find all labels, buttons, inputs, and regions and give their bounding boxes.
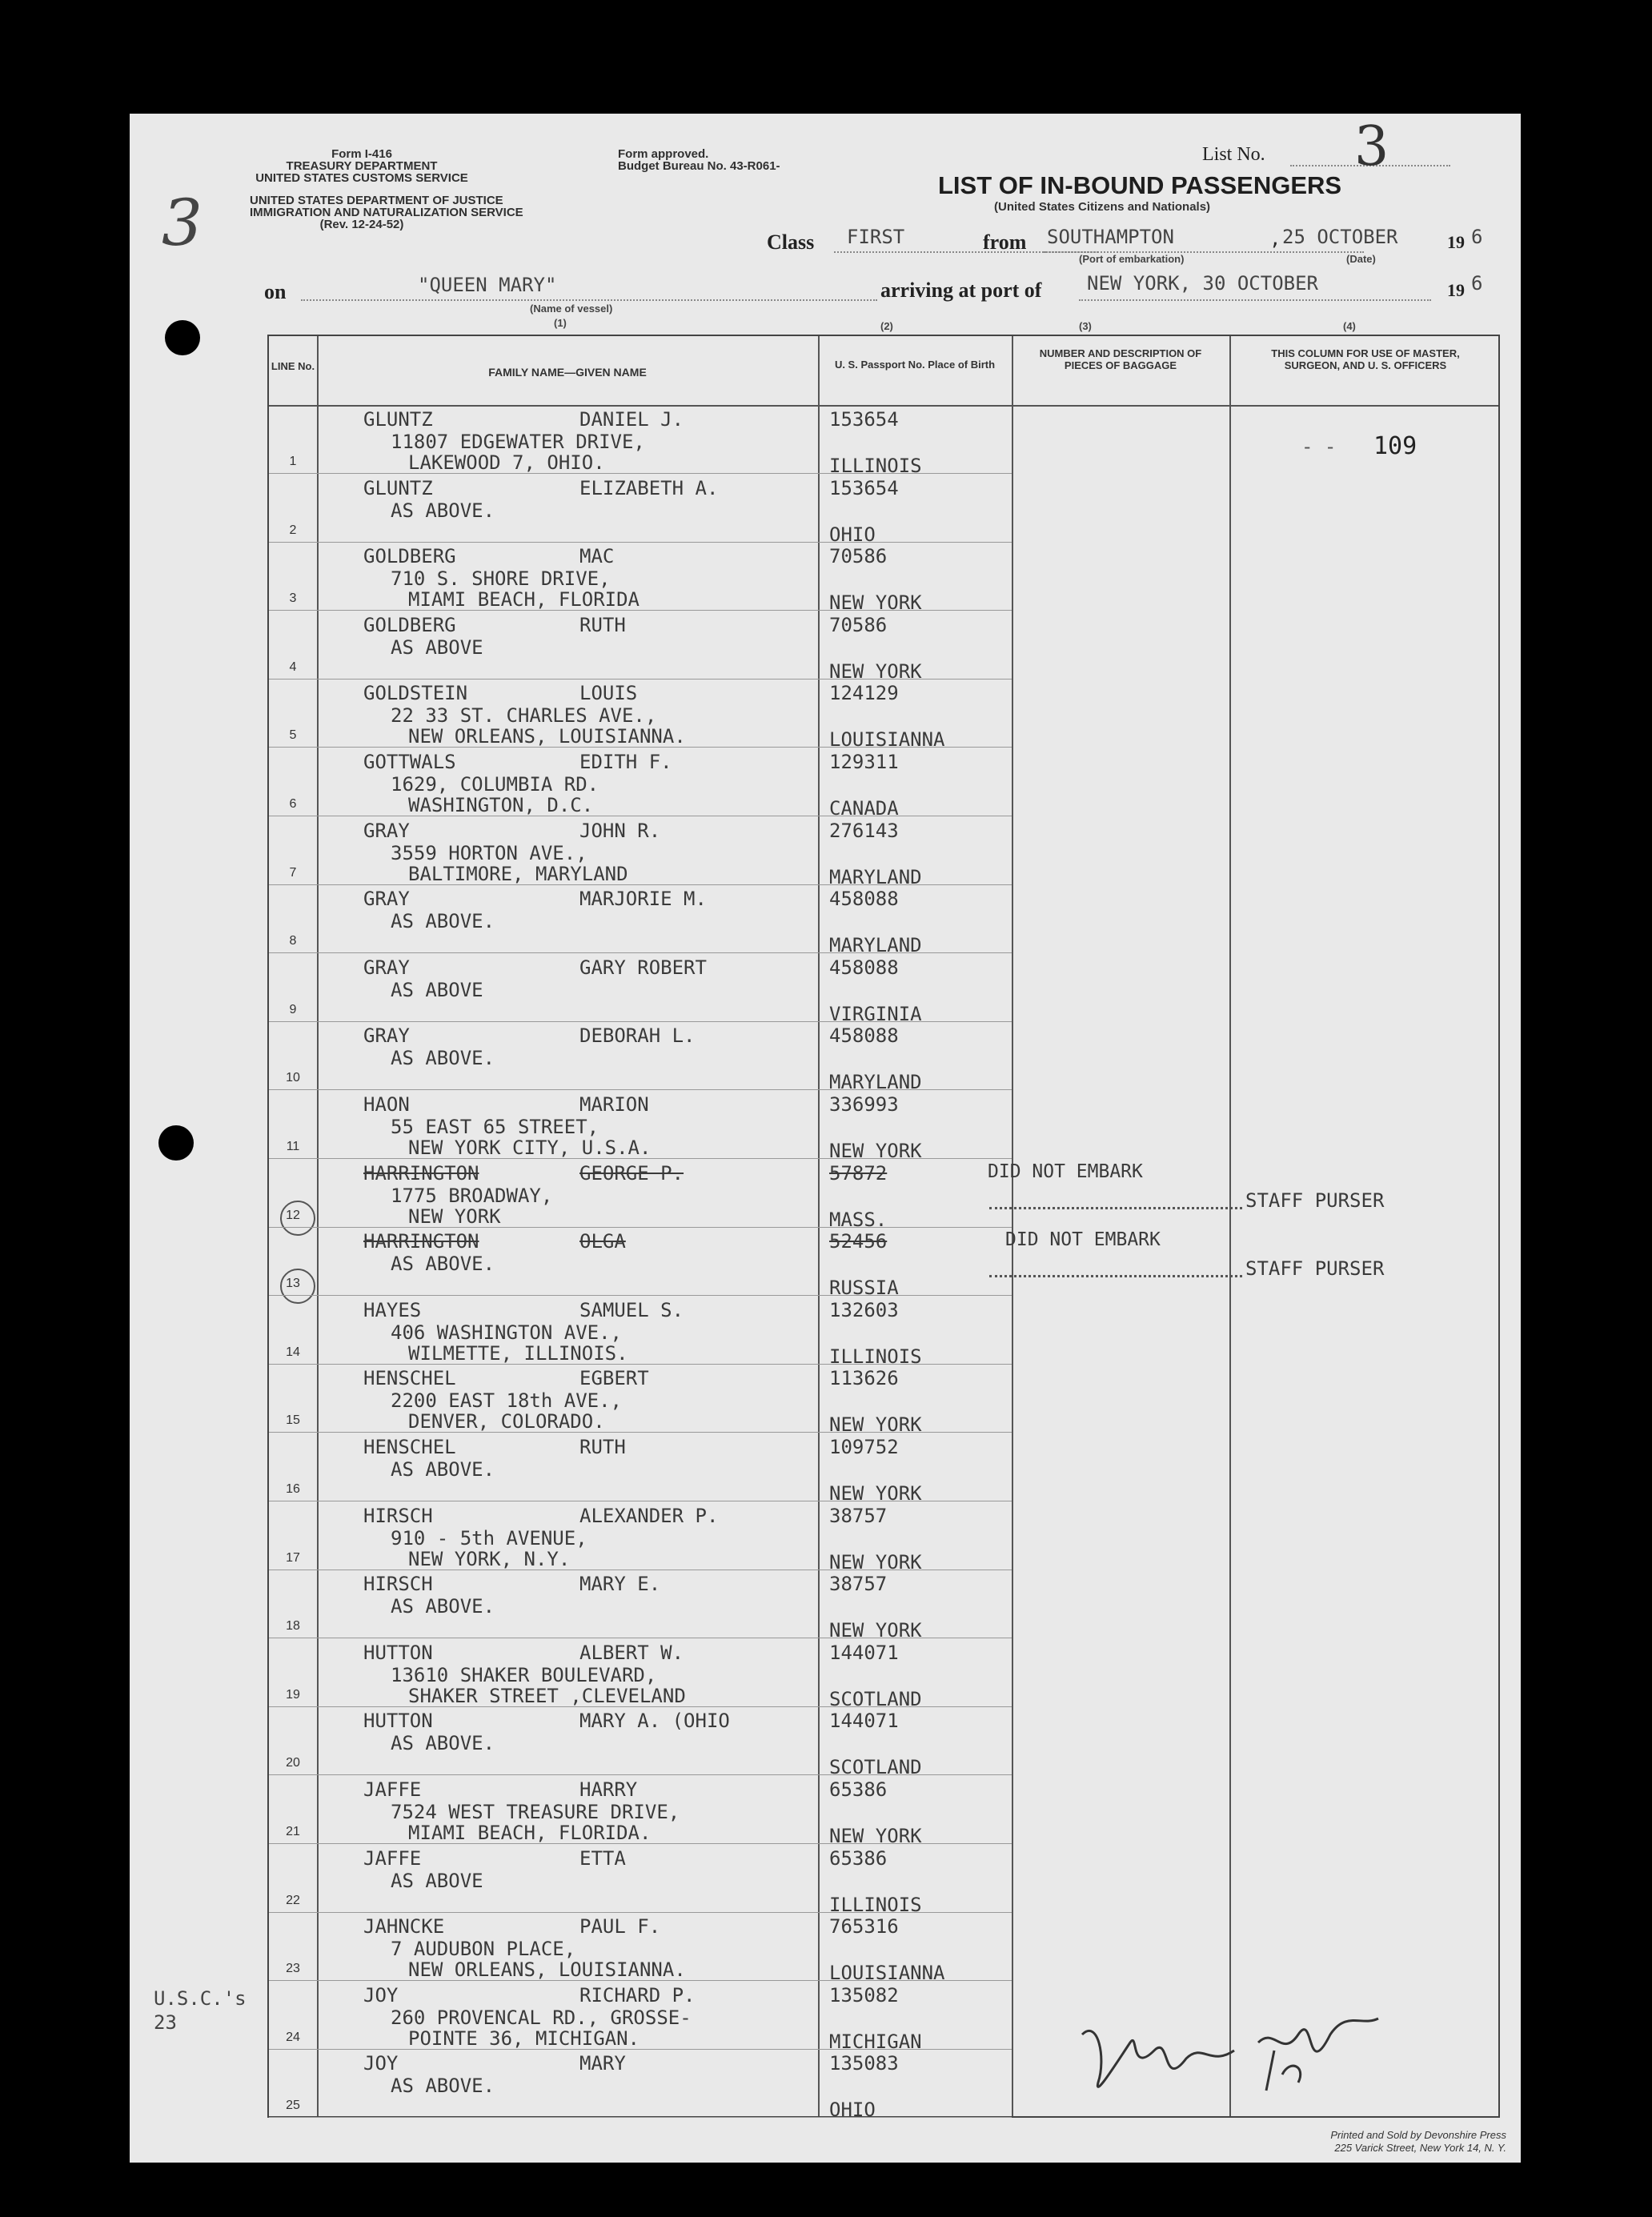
address-line-2: WILMETTE, ILLINOIS. xyxy=(408,1341,628,1365)
col-header-baggage: NUMBER AND DESCRIPTION OF PIECES OF BAGGAGE xyxy=(1039,347,1202,371)
place-of-birth: NEW YORK xyxy=(829,591,922,615)
given-name: EDITH F. xyxy=(579,751,672,773)
given-name: DANIEL J. xyxy=(579,408,684,431)
line-number: 22 xyxy=(286,1893,300,1907)
address-line-1: AS ABOVE. xyxy=(391,1047,495,1070)
family-name: HAYES xyxy=(363,1298,422,1321)
given-name: HARRY xyxy=(579,1778,638,1801)
line-number: 23 xyxy=(286,1962,300,1976)
family-name: JAFFE xyxy=(363,1846,422,1870)
family-name: GRAY xyxy=(363,1024,410,1048)
passenger-table xyxy=(267,335,1500,2122)
family-name: HARRINGTON xyxy=(363,1161,479,1185)
table-row xyxy=(269,474,1502,546)
address-line-1: AS ABOVE. xyxy=(391,1458,495,1481)
table-row xyxy=(269,1159,1502,1231)
col-header-name: FAMILY NAME—GIVEN NAME xyxy=(488,366,647,379)
family-name: HIRSCH xyxy=(363,1573,433,1596)
col-header-passport: U. S. Passport No. Place of Birth xyxy=(834,359,996,371)
line-number: 8 xyxy=(289,934,297,948)
place-of-birth: NEW YORK xyxy=(829,1413,922,1437)
passport-number: 135083 xyxy=(829,2052,899,2075)
line-number: 4 xyxy=(289,659,297,674)
address-line-1: AS ABOVE. xyxy=(391,1253,495,1276)
from-year-prefix: 19 xyxy=(1447,232,1465,252)
officer-dash: - - xyxy=(1301,435,1337,458)
place-of-birth: NEW YORK xyxy=(829,1825,922,1847)
arriving-label: arriving at port of xyxy=(880,279,1042,302)
passport-number: 38757 xyxy=(829,1573,888,1596)
passport-number: 52456 xyxy=(829,1230,888,1253)
given-name: PAUL F. xyxy=(579,1915,661,1938)
from-year-suffix: 6 xyxy=(1471,226,1483,248)
passport-number: 129311 xyxy=(829,751,899,773)
from-label: from xyxy=(983,231,1027,254)
passport-number: 70586 xyxy=(829,545,888,568)
given-name: OLGA xyxy=(579,1230,626,1253)
family-name: JOY xyxy=(363,1983,399,2007)
place-of-birth: CANADA xyxy=(829,797,899,820)
address-line-2: BALTIMORE, MARYLAND xyxy=(408,862,628,885)
passport-number: 458088 xyxy=(829,888,899,911)
signature-dots xyxy=(989,1261,1242,1277)
line-number: 16 xyxy=(286,1482,300,1496)
vessel-line xyxy=(301,299,877,301)
passport-number: 144071 xyxy=(829,1710,899,1733)
form-page xyxy=(130,114,1521,2163)
passport-number: 276143 xyxy=(829,819,899,842)
passport-number: 135082 xyxy=(829,1983,899,2007)
passport-number: 153654 xyxy=(829,476,899,499)
arriving-year-prefix: 19 xyxy=(1447,280,1465,300)
baggage-note: DID NOT EMBARK xyxy=(1005,1229,1161,1251)
passport-number: 65386 xyxy=(829,1846,888,1870)
address-line-1: 55 EAST 65 STREET, xyxy=(391,1116,599,1138)
line-number: 13 xyxy=(286,1277,300,1291)
address-line-1: 3559 HORTON AVE., xyxy=(391,841,587,864)
class-label: Class xyxy=(767,231,815,254)
passport-number: 458088 xyxy=(829,1024,899,1048)
address-line-1: 22 33 ST. CHARLES AVE., xyxy=(391,704,657,728)
vessel-caption: (Name of vessel) xyxy=(530,303,613,315)
address-line-1: 7524 WEST TREASURE DRIVE, xyxy=(391,1801,680,1823)
place-of-birth: ILLINOIS xyxy=(829,1893,922,1916)
passport-number: 124129 xyxy=(829,682,899,705)
passport-number: 336993 xyxy=(829,1093,899,1116)
footer-printer: Printed and Sold by Devonshire Press xyxy=(1330,2129,1506,2141)
line-number: 19 xyxy=(286,1687,300,1702)
line-number: 15 xyxy=(286,1413,300,1428)
family-name: HENSCHEL xyxy=(363,1436,456,1458)
margin-note: U.S.C.'s 23 xyxy=(154,1987,247,2034)
given-name: ELIZABETH A. xyxy=(579,476,719,499)
table-row xyxy=(269,1021,1502,1094)
address-line-2: NEW YORK xyxy=(408,1205,501,1228)
place-of-birth: LOUISIANNA xyxy=(829,1962,945,1985)
address-line-1: 260 PROVENCAL RD., GROSSE- xyxy=(391,2006,692,2029)
address-line-2: NEW ORLEANS, LOUISIANNA. xyxy=(408,725,686,748)
address-line-1: 13610 SHAKER BOULEVARD, xyxy=(391,1663,657,1686)
family-name: GRAY xyxy=(363,819,410,842)
officer-signature-note: STAFF PURSER xyxy=(1245,1257,1385,1281)
family-name: HARRINGTON xyxy=(363,1230,479,1253)
address-line-1: AS ABOVE. xyxy=(391,499,495,522)
ins: IMMIGRATION AND NATURALIZATION SERVICE xyxy=(250,206,523,219)
address-line-1: 7 AUDUBON PLACE, xyxy=(391,1938,576,1961)
arriving-line xyxy=(1079,299,1431,301)
given-name: MARY E. xyxy=(579,1573,661,1596)
table-row xyxy=(269,1638,1502,1710)
family-name: HIRSCH xyxy=(363,1504,433,1527)
customs-service: UNITED STATES CUSTOMS SERVICE xyxy=(255,171,468,185)
place-of-birth: NEW YORK xyxy=(829,1550,922,1574)
place-of-birth: NEW YORK xyxy=(829,1140,922,1162)
table-row xyxy=(269,1364,1502,1437)
list-no-label: List No. xyxy=(1202,144,1265,165)
given-name: EGBERT xyxy=(579,1367,649,1390)
given-name: MAC xyxy=(579,545,615,568)
line-number: 18 xyxy=(286,1619,300,1634)
passport-number: 113626 xyxy=(829,1367,899,1390)
address-line-1: AS ABOVE xyxy=(391,1869,483,1892)
family-name: GOLDSTEIN xyxy=(363,682,468,705)
family-name: GRAY xyxy=(363,888,410,911)
family-name: GLUNTZ xyxy=(363,408,433,431)
address-line-2: WASHINGTON, D.C. xyxy=(408,794,594,816)
given-name: ALBERT W. xyxy=(579,1641,684,1664)
handwritten-signature xyxy=(1074,1986,1410,2115)
col-header-officers: THIS COLUMN FOR USE OF MASTER, SURGEON, AND U. S. OFFICERS xyxy=(1271,347,1460,371)
passport-number: 132603 xyxy=(829,1298,899,1321)
address-line-2: NEW YORK CITY, U.S.A. xyxy=(408,1137,652,1159)
line-number: 24 xyxy=(286,2030,300,2044)
table-row xyxy=(269,1227,1502,1300)
address-line-1: AS ABOVE xyxy=(391,635,483,659)
place-of-birth: VIRGINIA xyxy=(829,1002,922,1025)
place-of-birth: OHIO xyxy=(829,523,876,546)
passport-number: 70586 xyxy=(829,613,888,636)
line-number: 1 xyxy=(289,455,297,468)
from-date: 25 OCTOBER xyxy=(1282,226,1398,248)
vessel-name: "QUEEN MARY" xyxy=(418,274,557,296)
passport-number: 144071 xyxy=(829,1641,899,1664)
given-name: MARION xyxy=(579,1093,649,1116)
family-name: JAHNCKE xyxy=(363,1915,445,1938)
family-name: GOLDBERG xyxy=(363,613,456,636)
address-line-1: AS ABOVE. xyxy=(391,1595,495,1618)
table-row xyxy=(269,1912,1502,1985)
address-line-1: 1775 BROADWAY, xyxy=(391,1184,553,1207)
passport-number: 765316 xyxy=(829,1915,899,1938)
table-row xyxy=(269,1433,1502,1505)
given-name: SAMUEL S. xyxy=(579,1298,684,1321)
line-number: 25 xyxy=(286,2099,300,2113)
family-name: GOTTWALS xyxy=(363,751,456,773)
vessel-col-no: (1) xyxy=(554,317,567,329)
passport-number: 38757 xyxy=(829,1504,888,1527)
table-row xyxy=(269,542,1502,615)
address-line-1: 11807 EDGEWATER DRIVE, xyxy=(391,431,645,453)
address-line-1: 910 - 5th AVENUE, xyxy=(391,1526,587,1549)
table-row xyxy=(269,884,1502,957)
table-row xyxy=(269,1501,1502,1574)
given-name: ETTA xyxy=(579,1846,626,1870)
place-of-birth: SCOTLAND xyxy=(829,1687,922,1710)
line-number: 9 xyxy=(289,1002,297,1016)
port-embark-caption: (Port of embarkation) xyxy=(1079,253,1185,265)
place-of-birth: MARYLAND xyxy=(829,1071,922,1094)
table-row xyxy=(269,748,1502,820)
signature-dots xyxy=(989,1193,1242,1209)
place-of-birth: ILLINOIS xyxy=(829,455,922,477)
table-row xyxy=(269,1090,1502,1162)
from-value: SOUTHAMPTON xyxy=(1047,226,1174,248)
passport-number: 458088 xyxy=(829,956,899,979)
address-line-2: DENVER, COLORADO. xyxy=(408,1410,605,1433)
place-of-birth: OHIO xyxy=(829,2099,876,2122)
family-name: GOLDBERG xyxy=(363,545,456,568)
family-name: GRAY xyxy=(363,956,410,979)
col4-no: (4) xyxy=(1343,320,1356,332)
table-row xyxy=(269,816,1502,888)
passport-number: 153654 xyxy=(829,408,899,431)
family-name: HENSCHEL xyxy=(363,1367,456,1390)
address-line-1: 1629, COLUMBIA RD. xyxy=(391,773,599,796)
line-number: 6 xyxy=(289,797,297,811)
given-name: JOHN R. xyxy=(579,819,661,842)
form-approved: Form approved. xyxy=(618,147,709,161)
officer-signature-note: STAFF PURSER xyxy=(1245,1189,1385,1212)
place-of-birth: NEW YORK xyxy=(829,659,922,683)
footer-address: 225 Varick Street, New York 14, N. Y. xyxy=(1334,2142,1506,2154)
place-of-birth: LOUISIANNA xyxy=(829,728,945,752)
punch-hole-bottom xyxy=(158,1125,194,1161)
given-name: LOUIS xyxy=(579,682,638,705)
place-of-birth: RUSSIA xyxy=(829,1277,899,1300)
given-name: ALEXANDER P. xyxy=(579,1504,719,1527)
margin-mark: 3 xyxy=(162,186,202,260)
form-number: Form I-416 xyxy=(331,147,392,161)
on-label: on xyxy=(264,280,287,303)
budget-bureau: Budget Bureau No. 43-R061- xyxy=(618,159,780,173)
address-line-2: MIAMI BEACH, FLORIDA xyxy=(408,588,640,611)
col2-no: (2) xyxy=(880,320,893,332)
given-name: RICHARD P. xyxy=(579,1983,696,2007)
address-line-2: SHAKER STREET ,CLEVELAND xyxy=(408,1684,686,1707)
address-line-1: AS ABOVE. xyxy=(391,1732,495,1755)
family-name: GLUNTZ xyxy=(363,476,433,499)
col3-no: (3) xyxy=(1079,320,1092,332)
table-row xyxy=(269,611,1502,683)
place-of-birth: MARYLAND xyxy=(829,934,922,957)
line-number: 14 xyxy=(286,1345,300,1359)
address-line-2: MIAMI BEACH, FLORIDA. xyxy=(408,1822,652,1844)
family-name: HAON xyxy=(363,1093,410,1116)
given-name: MARY xyxy=(579,2052,626,2075)
justice-dept: UNITED STATES DEPARTMENT OF JUSTICE xyxy=(250,194,503,207)
address-line-2: POINTE 36, MICHIGAN. xyxy=(408,2027,640,2050)
col-header-line-no: LINE No. xyxy=(271,360,315,372)
given-name: DEBORAH L. xyxy=(579,1024,696,1048)
line-number: 12 xyxy=(286,1208,300,1222)
family-name: HUTTON xyxy=(363,1641,433,1664)
line-number: 11 xyxy=(286,1140,300,1153)
given-name: GARY ROBERT xyxy=(579,956,707,979)
page-title: LIST OF IN-BOUND PASSENGERS xyxy=(938,171,1342,199)
officer-note: 109 xyxy=(1373,432,1417,460)
list-no-value: 3 xyxy=(1354,115,1389,178)
treasury-dept: TREASURY DEPARTMENT xyxy=(286,159,438,173)
line-number: 17 xyxy=(286,1550,300,1565)
address-line-1: AS ABOVE. xyxy=(391,910,495,933)
given-name: RUTH xyxy=(579,1436,626,1458)
address-line-1: AS ABOVE. xyxy=(391,2075,495,2098)
row-separator xyxy=(269,2117,1012,2118)
revision: (Rev. 12-24-52) xyxy=(319,218,404,231)
line-number: 5 xyxy=(289,728,297,743)
line-number: 3 xyxy=(289,591,297,606)
family-name: JAFFE xyxy=(363,1778,422,1801)
given-name: GEORGE P. xyxy=(579,1161,684,1185)
line-number: 20 xyxy=(286,1756,300,1770)
given-name: MARY A. (OHIO xyxy=(579,1710,730,1733)
line-number: 21 xyxy=(286,1825,300,1838)
place-of-birth: ILLINOIS xyxy=(829,1345,922,1368)
given-name: RUTH xyxy=(579,613,626,636)
table-row xyxy=(269,1844,1502,1916)
place-of-birth: NEW YORK xyxy=(829,1482,922,1505)
page-subtitle: (United States Citizens and Nationals) xyxy=(994,200,1211,214)
passport-number: 57872 xyxy=(829,1161,888,1185)
place-of-birth: MARYLAND xyxy=(829,865,922,888)
place-of-birth: NEW YORK xyxy=(829,1619,922,1642)
place-of-birth: MICHIGAN xyxy=(829,2030,922,2053)
place-of-birth: MASS. xyxy=(829,1208,888,1231)
family-name: JOY xyxy=(363,2052,399,2075)
place-of-birth: SCOTLAND xyxy=(829,1756,922,1779)
line-number: 10 xyxy=(286,1071,300,1085)
table-row xyxy=(269,1296,1502,1368)
address-line-1: 2200 EAST 18th AVE., xyxy=(391,1389,622,1413)
line-number: 2 xyxy=(289,523,297,537)
class-value: FIRST xyxy=(847,226,905,248)
baggage-note: DID NOT EMBARK xyxy=(988,1161,1143,1182)
table-row xyxy=(269,679,1502,752)
given-name: MARJORIE M. xyxy=(579,888,707,911)
address-line-1: AS ABOVE xyxy=(391,978,483,1001)
table-row xyxy=(269,1706,1502,1779)
punch-hole-top xyxy=(165,320,200,355)
date-comma: , xyxy=(1269,227,1281,250)
date-caption: (Date) xyxy=(1346,253,1376,265)
arriving-year-suffix: 6 xyxy=(1471,272,1483,295)
table-row xyxy=(269,1775,1502,1847)
address-line-2: LAKEWOOD 7, OHIO. xyxy=(408,451,605,474)
address-line-2: NEW YORK, N.Y. xyxy=(408,1547,571,1570)
address-line-1: 406 WASHINGTON AVE., xyxy=(391,1321,622,1344)
arriving-value: NEW YORK, 30 OCTOBER xyxy=(1087,272,1318,295)
family-name: HUTTON xyxy=(363,1710,433,1733)
table-row xyxy=(269,1570,1502,1642)
line-number: 7 xyxy=(289,865,297,880)
address-line-1: 710 S. SHORE DRIVE, xyxy=(391,567,611,591)
passport-number: 65386 xyxy=(829,1778,888,1801)
address-line-2: NEW ORLEANS, LOUISIANNA. xyxy=(408,1958,686,1982)
passport-number: 109752 xyxy=(829,1436,899,1458)
table-row xyxy=(269,953,1502,1025)
